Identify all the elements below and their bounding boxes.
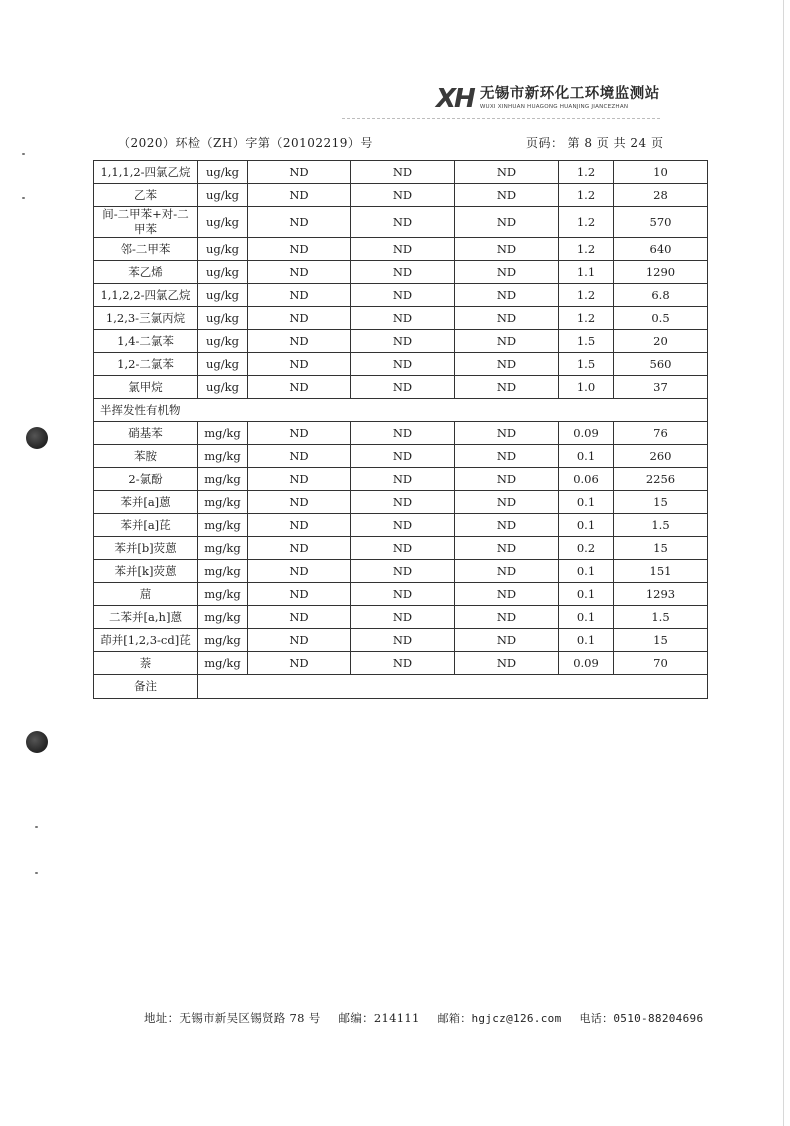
detection-limit-cell: 1.5 xyxy=(559,353,614,376)
unit-cell: mg/kg xyxy=(198,560,248,583)
footer-address: 地址：无锡市新吴区锡贤路 78 号 xyxy=(144,1011,321,1025)
detection-limit-cell: 0.1 xyxy=(559,491,614,514)
standard-value-cell: 70 xyxy=(614,652,708,675)
table-row xyxy=(94,307,708,330)
remark-label: 备注 xyxy=(94,675,198,699)
page-number xyxy=(526,134,668,151)
result-cell: ND xyxy=(455,652,559,675)
result-cell: ND xyxy=(248,307,351,330)
unit-cell: mg/kg xyxy=(198,468,248,491)
standard-value-cell: 15 xyxy=(614,629,708,652)
result-cell: ND xyxy=(455,207,559,238)
unit-cell: mg/kg xyxy=(198,629,248,652)
analyte-name: 氯甲烷 xyxy=(94,376,198,399)
result-cell: ND xyxy=(455,514,559,537)
result-cell: ND xyxy=(455,161,559,184)
table-row xyxy=(94,161,708,184)
table-row xyxy=(94,652,708,675)
detection-limit-cell: 1.2 xyxy=(559,238,614,261)
result-cell: ND xyxy=(455,445,559,468)
section-label: 半挥发性有机物 xyxy=(94,399,708,422)
analyte-name: 乙苯 xyxy=(94,184,198,207)
result-cell: ND xyxy=(351,238,455,261)
header-divider xyxy=(342,118,660,119)
scan-speck xyxy=(35,826,38,828)
detection-limit-cell: 0.1 xyxy=(559,514,614,537)
unit-cell: mg/kg xyxy=(198,491,248,514)
table-row xyxy=(94,560,708,583)
analyte-name: 苯乙烯 xyxy=(94,261,198,284)
analyte-name: 二苯并[a,h]蒽 xyxy=(94,606,198,629)
detection-limit-cell: 0.09 xyxy=(559,652,614,675)
page-label: 页码： xyxy=(526,136,564,150)
result-cell: ND xyxy=(248,238,351,261)
analyte-name: 苯并[a]蒽 xyxy=(94,491,198,514)
standard-value-cell: 28 xyxy=(614,184,708,207)
result-cell: ND xyxy=(455,184,559,207)
table-row xyxy=(94,422,708,445)
result-cell: ND xyxy=(248,629,351,652)
table-row xyxy=(94,514,708,537)
result-cell: ND xyxy=(455,629,559,652)
result-cell: ND xyxy=(351,207,455,238)
result-cell: ND xyxy=(248,652,351,675)
standard-value-cell: 1290 xyxy=(614,261,708,284)
company-name: 无锡市新环化工环境监测站 xyxy=(479,86,660,102)
svocs-rows xyxy=(94,422,708,675)
result-cell: ND xyxy=(248,445,351,468)
result-cell: ND xyxy=(351,652,455,675)
analyte-name: 苯并[k]荧蒽 xyxy=(94,560,198,583)
result-cell: ND xyxy=(455,491,559,514)
result-cell: ND xyxy=(351,261,455,284)
standard-value-cell: 20 xyxy=(614,330,708,353)
remark-value xyxy=(198,675,708,699)
unit-cell: mg/kg xyxy=(198,606,248,629)
result-cell: ND xyxy=(248,560,351,583)
unit-cell: ug/kg xyxy=(198,307,248,330)
analyte-name: 苯并[b]荧蒽 xyxy=(94,537,198,560)
analyte-name: 1,4-二氯苯 xyxy=(94,330,198,353)
result-cell: ND xyxy=(455,560,559,583)
result-cell: ND xyxy=(248,161,351,184)
detection-limit-cell: 0.06 xyxy=(559,468,614,491)
detection-limit-cell: 1.2 xyxy=(559,161,614,184)
unit-cell: mg/kg xyxy=(198,514,248,537)
punch-hole xyxy=(26,427,48,449)
footer-postcode: 邮编：214111 xyxy=(338,1011,420,1025)
result-cell: ND xyxy=(248,468,351,491)
detection-limit-cell: 0.2 xyxy=(559,537,614,560)
table-row xyxy=(94,537,708,560)
unit-cell: mg/kg xyxy=(198,445,248,468)
detection-limit-cell: 1.2 xyxy=(559,307,614,330)
scan-speck xyxy=(22,153,25,155)
result-cell: ND xyxy=(455,353,559,376)
result-cell: ND xyxy=(248,583,351,606)
result-cell: ND xyxy=(248,514,351,537)
unit-cell: ug/kg xyxy=(198,207,248,238)
scan-speck xyxy=(35,872,38,874)
standard-value-cell: 15 xyxy=(614,491,708,514)
result-cell: ND xyxy=(248,207,351,238)
result-cell: ND xyxy=(248,606,351,629)
table-row xyxy=(94,238,708,261)
detection-limit-cell: 1.2 xyxy=(559,284,614,307)
analyte-name: 硝基苯 xyxy=(94,422,198,445)
result-cell: ND xyxy=(351,468,455,491)
result-cell: ND xyxy=(351,353,455,376)
unit-cell: ug/kg xyxy=(198,330,248,353)
table-row xyxy=(94,207,708,238)
standard-value-cell: 37 xyxy=(614,376,708,399)
punch-hole xyxy=(26,731,48,753)
standard-value-cell: 640 xyxy=(614,238,708,261)
standard-value-cell: 2256 xyxy=(614,468,708,491)
result-cell: ND xyxy=(351,161,455,184)
footer-phone: 电话：0510-88204696 xyxy=(579,1012,704,1025)
result-cell: ND xyxy=(351,629,455,652)
result-cell: ND xyxy=(351,537,455,560)
table-row xyxy=(94,184,708,207)
company-logo xyxy=(436,86,660,116)
result-cell: ND xyxy=(248,537,351,560)
result-cell: ND xyxy=(248,284,351,307)
standard-value-cell: 1.5 xyxy=(614,514,708,537)
result-cell: ND xyxy=(248,491,351,514)
detection-limit-cell: 0.1 xyxy=(559,445,614,468)
unit-cell: mg/kg xyxy=(198,537,248,560)
standard-value-cell: 260 xyxy=(614,445,708,468)
analyte-name: 萘 xyxy=(94,652,198,675)
analyte-name: 1,2-二氯苯 xyxy=(94,353,198,376)
unit-cell: ug/kg xyxy=(198,353,248,376)
vocs-rows xyxy=(94,161,708,399)
standard-value-cell: 10 xyxy=(614,161,708,184)
result-cell: ND xyxy=(248,184,351,207)
table-row xyxy=(94,491,708,514)
result-cell: ND xyxy=(248,353,351,376)
detection-limit-cell: 0.1 xyxy=(559,583,614,606)
analyte-name: 苯胺 xyxy=(94,445,198,468)
result-cell: ND xyxy=(455,468,559,491)
analyte-name: 邻-二甲苯 xyxy=(94,238,198,261)
unit-cell: mg/kg xyxy=(198,652,248,675)
unit-cell: mg/kg xyxy=(198,583,248,606)
result-cell: ND xyxy=(351,330,455,353)
analyte-name: 2-氯酚 xyxy=(94,468,198,491)
standard-value-cell: 0.5 xyxy=(614,307,708,330)
detection-limit-cell: 0.1 xyxy=(559,560,614,583)
unit-cell: ug/kg xyxy=(198,161,248,184)
logo-mark: XH xyxy=(436,84,474,114)
table-row xyxy=(94,376,708,399)
analyte-name: 间-二甲苯+对-二甲苯 xyxy=(94,207,198,238)
footer-contact xyxy=(144,1010,717,1026)
standard-value-cell: 151 xyxy=(614,560,708,583)
result-cell: ND xyxy=(455,537,559,560)
result-cell: ND xyxy=(455,284,559,307)
result-cell: ND xyxy=(351,514,455,537)
detection-limit-cell: 0.1 xyxy=(559,606,614,629)
detection-limit-cell: 1.2 xyxy=(559,207,614,238)
page-text: 第 8 页 共 24 页 xyxy=(567,136,664,150)
standard-value-cell: 560 xyxy=(614,353,708,376)
result-cell: ND xyxy=(248,422,351,445)
analyte-name: 茚并[1,2,3-cd]芘 xyxy=(94,629,198,652)
detection-limit-cell: 1.2 xyxy=(559,184,614,207)
analyte-name: 1,1,2,2-四氯乙烷 xyxy=(94,284,198,307)
result-cell: ND xyxy=(351,560,455,583)
table-row xyxy=(94,629,708,652)
result-cell: ND xyxy=(351,284,455,307)
result-cell: ND xyxy=(248,261,351,284)
result-cell: ND xyxy=(455,376,559,399)
standard-value-cell: 76 xyxy=(614,422,708,445)
analyte-name: 1,2,3-三氯丙烷 xyxy=(94,307,198,330)
analyte-name: 䓛 xyxy=(94,583,198,606)
analyte-name: 苯并[a]芘 xyxy=(94,514,198,537)
unit-cell: ug/kg xyxy=(198,238,248,261)
result-cell: ND xyxy=(351,606,455,629)
unit-cell: ug/kg xyxy=(198,184,248,207)
result-cell: ND xyxy=(455,261,559,284)
footer-email: 邮箱：hgjcz@126.com xyxy=(437,1012,562,1025)
results-table xyxy=(93,160,708,699)
unit-cell: ug/kg xyxy=(198,284,248,307)
table-row xyxy=(94,606,708,629)
report-number: （2020）环检（ZH）字第（20102219）号 xyxy=(118,136,373,150)
remark-row xyxy=(94,675,708,699)
company-name-en: WUXI XINHUAN HUAGONG HUANJING JIANCEZHAN xyxy=(479,104,629,110)
detection-limit-cell: 0.09 xyxy=(559,422,614,445)
result-cell: ND xyxy=(455,307,559,330)
analyte-name: 1,1,1,2-四氯乙烷 xyxy=(94,161,198,184)
result-cell: ND xyxy=(351,184,455,207)
result-cell: ND xyxy=(248,376,351,399)
result-cell: ND xyxy=(455,583,559,606)
standard-value-cell: 570 xyxy=(614,207,708,238)
result-cell: ND xyxy=(351,376,455,399)
detection-limit-cell: 1.1 xyxy=(559,261,614,284)
standard-value-cell: 15 xyxy=(614,537,708,560)
table-row xyxy=(94,284,708,307)
standard-value-cell: 1.5 xyxy=(614,606,708,629)
result-cell: ND xyxy=(248,330,351,353)
paper-edge xyxy=(783,0,784,1126)
detection-limit-cell: 1.0 xyxy=(559,376,614,399)
table-row xyxy=(94,583,708,606)
unit-cell: mg/kg xyxy=(198,422,248,445)
table-row xyxy=(94,261,708,284)
detection-limit-cell: 1.5 xyxy=(559,330,614,353)
table-row xyxy=(94,468,708,491)
scan-speck xyxy=(22,197,25,199)
result-cell: ND xyxy=(351,307,455,330)
result-cell: ND xyxy=(455,422,559,445)
standard-value-cell: 6.8 xyxy=(614,284,708,307)
section-row xyxy=(94,399,708,422)
table-row xyxy=(94,330,708,353)
table-row xyxy=(94,445,708,468)
result-cell: ND xyxy=(351,491,455,514)
unit-cell: ug/kg xyxy=(198,376,248,399)
standard-value-cell: 1293 xyxy=(614,583,708,606)
unit-cell: ug/kg xyxy=(198,261,248,284)
result-cell: ND xyxy=(351,583,455,606)
result-cell: ND xyxy=(455,238,559,261)
result-cell: ND xyxy=(455,606,559,629)
result-cell: ND xyxy=(351,422,455,445)
table-row xyxy=(94,353,708,376)
result-cell: ND xyxy=(351,445,455,468)
detection-limit-cell: 0.1 xyxy=(559,629,614,652)
result-cell: ND xyxy=(455,330,559,353)
